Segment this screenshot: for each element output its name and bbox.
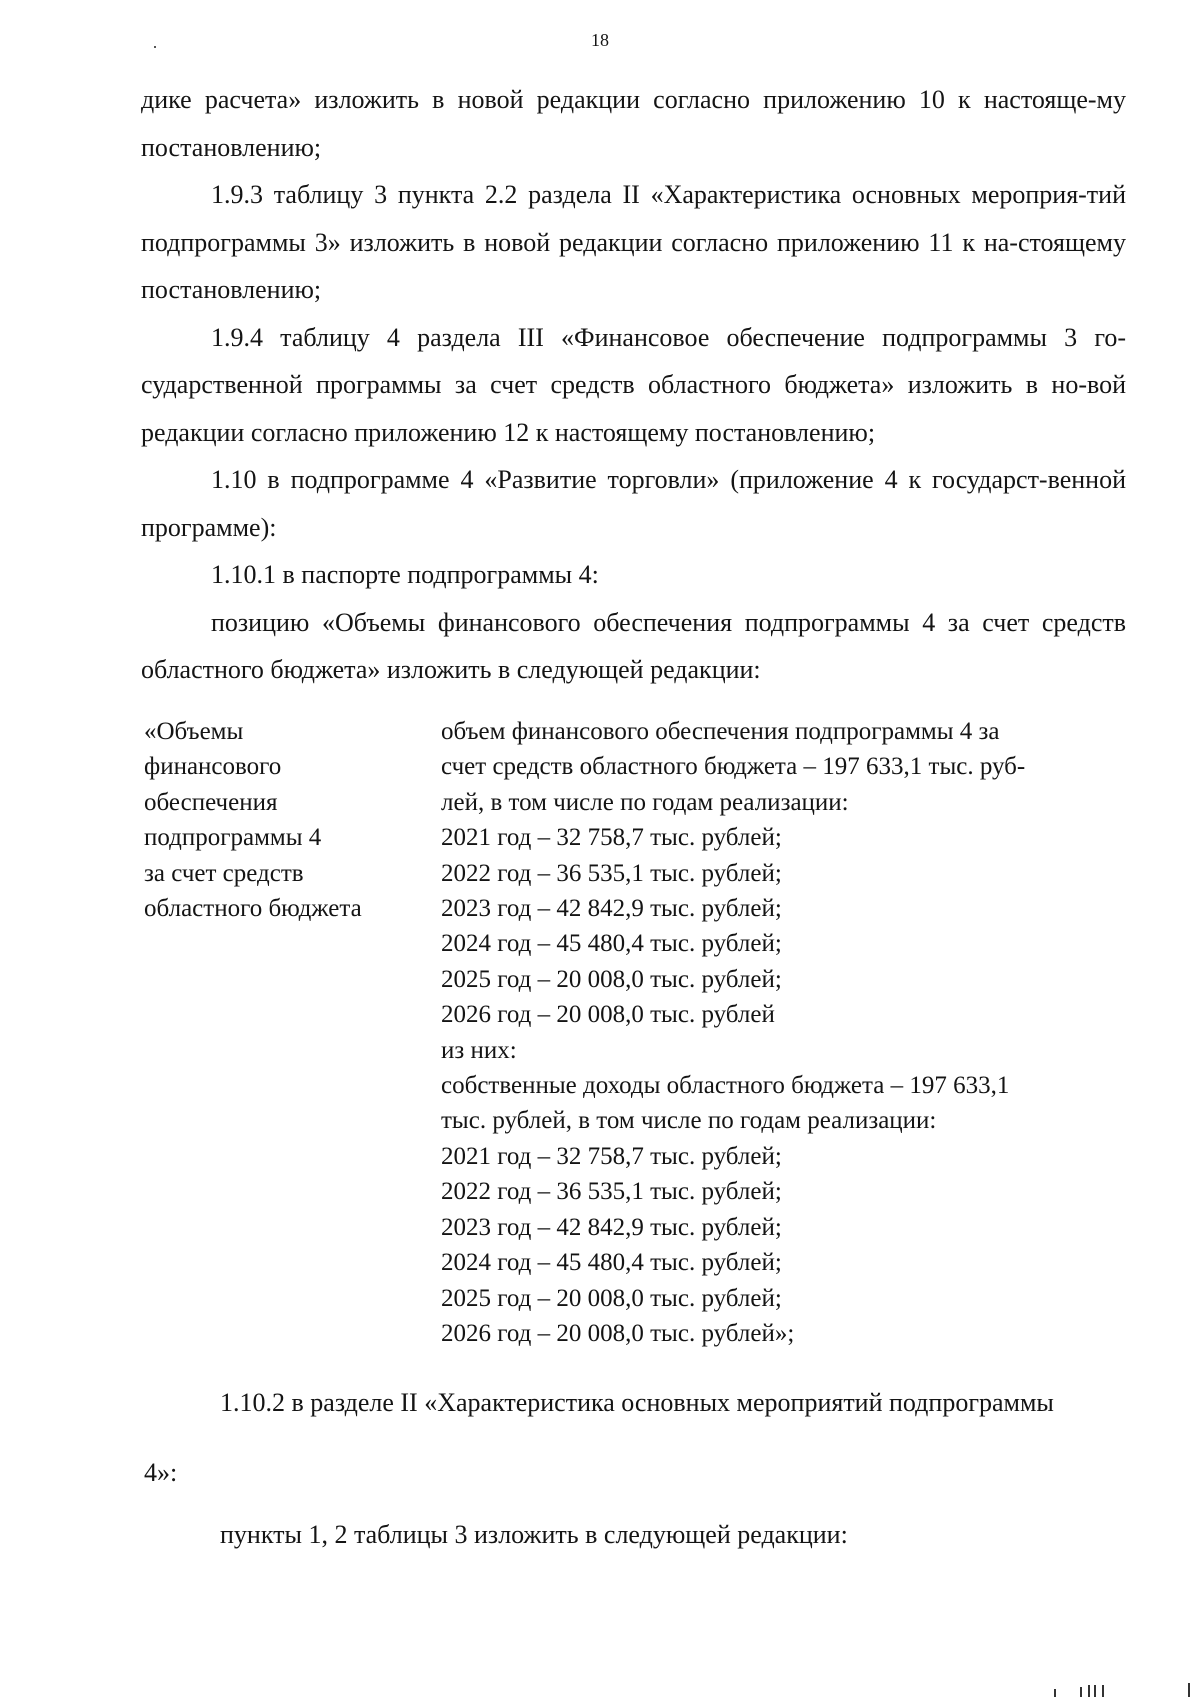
position-value-line: 2021 год – 32 758,7 тыс. рублей; (441, 824, 782, 852)
position-value-line: 2023 год – 42 842,9 тыс. рублей; (441, 1213, 782, 1241)
paragraph-1-10-2: 1.10.2 в разделе II «Характеристика основных мероприятий подпрограммы (220, 1388, 1054, 1417)
paragraph-1-9-3: 1.9.3 таблицу 3 пункта 2.2 раздела II «Характеристика основных мероприя-тий подпрограммы 3» изложить в новой редакции согласно приложению 11 к на-стоящему постановлению; (141, 180, 1126, 304)
position-name-line: подпрограммы 4 (144, 824, 322, 852)
position-value-line: собственные доходы областного бюджета – 197 633,1 (441, 1072, 1010, 1100)
position-value-line: лей, в том числе по годам реализации: (441, 788, 849, 816)
paragraph-table-3-points: пункты 1, 2 таблицы 3 изложить в следующей редакции: (220, 1520, 848, 1549)
position-name-line: обеспечения (144, 788, 278, 816)
position-value-line: 2021 год – 32 758,7 тыс. рублей; (441, 1142, 782, 1170)
position-value-line: 2025 год – 20 008,0 тыс. рублей; (441, 965, 782, 993)
scan-speck (154, 46, 156, 48)
position-name-column (144, 714, 414, 926)
position-name-line: областного бюджета (144, 895, 362, 923)
paragraph-1-10-2-tail: 4»: (144, 1458, 178, 1487)
document-body (141, 76, 1126, 694)
position-value-line: 2024 год – 45 480,4 тыс. рублей; (441, 1249, 782, 1277)
position-value-line: 2023 год – 42 842,9 тыс. рублей; (441, 895, 782, 923)
position-value-line: 2022 год – 36 535,1 тыс. рублей; (441, 859, 782, 887)
position-value-line: 2026 год – 20 008,0 тыс. рублей»; (441, 1319, 795, 1347)
paragraph-1-10-1: 1.10.1 в паспорте подпрограммы 4: (211, 560, 599, 589)
position-name-line: за счет средств (144, 859, 304, 887)
position-name-line: «Объемы (144, 718, 244, 745)
position-value-column (441, 714, 1121, 1351)
paragraph-1-10: 1.10 в подпрограмме 4 «Развитие торговли» (приложение 4 к государст-венной программе): (141, 465, 1126, 542)
position-value-line: тыс. рублей, в том числе по годам реализации: (441, 1107, 937, 1135)
position-value-line: счет средств областного бюджета – 197 633,1 тыс. руб- (441, 753, 1026, 781)
position-value-line: из них: (441, 1036, 517, 1064)
paragraph-position: позицию «Объемы финансового обеспечения подпрограммы 4 за счет средств областного бюджета» изложить в следующей редакции: (141, 607, 1126, 684)
position-value-line: 2024 год – 45 480,4 тыс. рублей; (441, 930, 782, 958)
paragraph-1-9-4: 1.9.4 таблицу 4 раздела III «Финансовое обеспечение подпрограммы 3 го-сударственной программы за счет средств областного бюджета» изложить в но-вой редакции согласно приложению 12 к настоящему постановлению; (141, 322, 1126, 447)
position-value-line: объем финансового обеспечения подпрограммы 4 за (441, 718, 1000, 745)
paragraph-intro: дике расчета» изложить в новой редакции согласно приложению 10 к настояще-му постановлению; (141, 85, 1126, 162)
position-name-line: финансового (144, 753, 282, 781)
page-number: 18 (591, 30, 609, 50)
position-value-line: 2026 год – 20 008,0 тыс. рублей (441, 1001, 775, 1029)
scan-edge-marks (1050, 1682, 1200, 1697)
position-value-line: 2022 год – 36 535,1 тыс. рублей; (441, 1178, 782, 1206)
position-value-line: 2025 год – 20 008,0 тыс. рублей; (441, 1284, 782, 1312)
